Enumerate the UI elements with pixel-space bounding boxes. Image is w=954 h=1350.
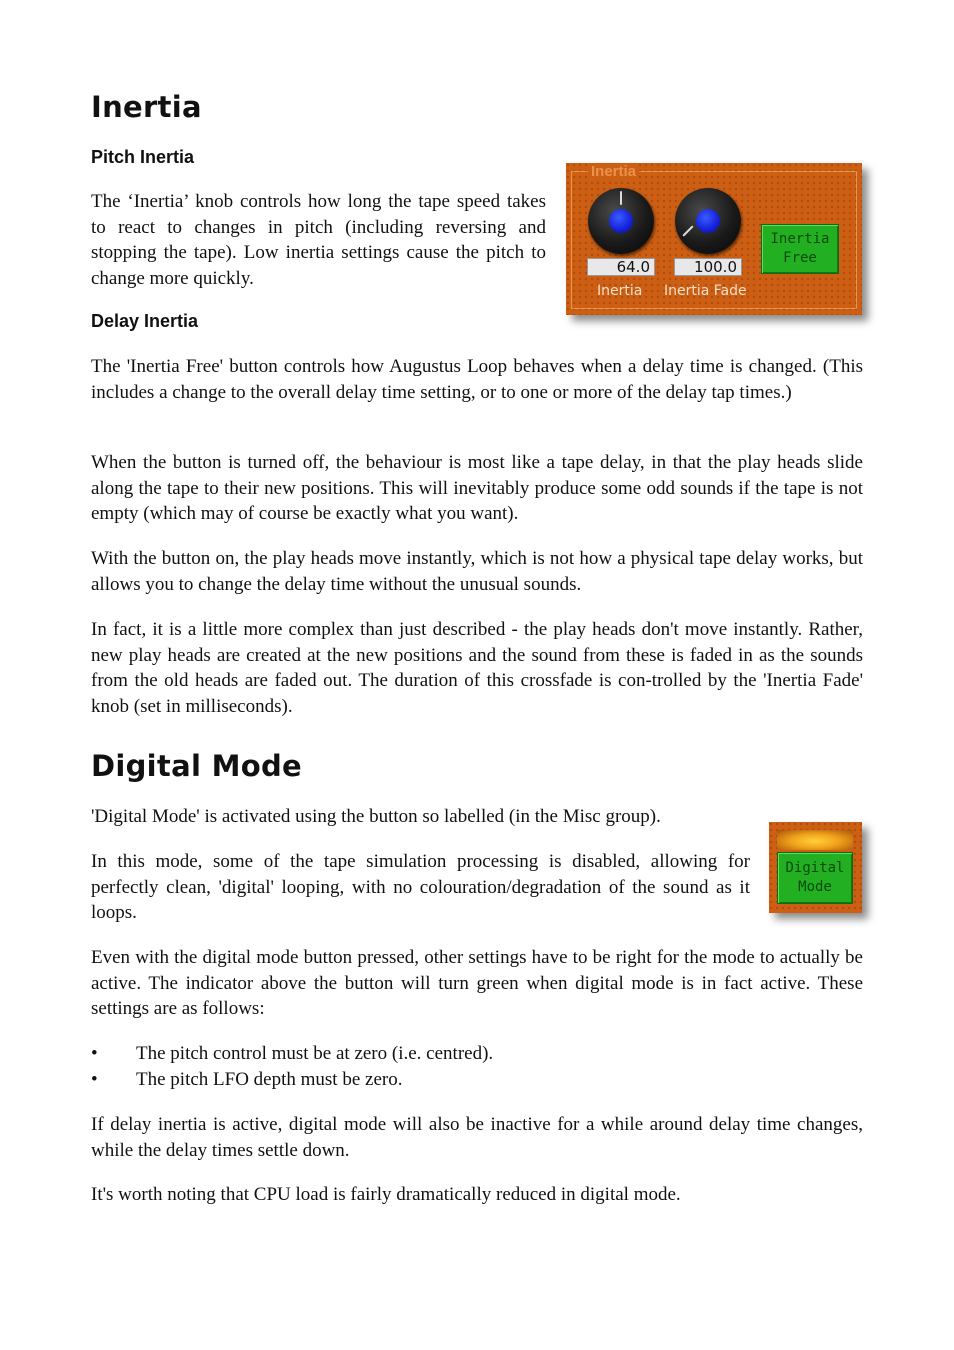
inertia-knob[interactable]	[588, 188, 654, 254]
digital-mode-button-line1: Digital	[785, 860, 845, 876]
digital-paragraph-1: 'Digital Mode' is activated using the button so labelled (in the Misc group).	[91, 806, 661, 827]
inertia-fade-knob-label: Inertia Fade	[664, 283, 747, 299]
inertia-value-field[interactable]: 64.0	[587, 258, 655, 276]
digital-mode-button[interactable]	[777, 852, 853, 904]
subheading-delay-inertia: Delay Inertia	[91, 311, 199, 331]
list-item-text: The pitch control must be at zero (i.e. centred).	[136, 1043, 494, 1064]
section-heading-digital-mode: Digital Mode	[91, 749, 302, 783]
delay-inertia-paragraph-4: In fact, it is a little more complex than just described - the play heads don't move instantly. Rather, new play heads are created at the new positions and the sound from these is faded in as the sounds from the old heads are faded out. The duration of this crossfade is con-trolled by the 'Inertia Fade' knob (set in milliseconds).	[91, 619, 863, 718]
section-heading-inertia: Inertia	[91, 90, 202, 124]
inertia-fade-value-field[interactable]: 100.0	[674, 258, 742, 276]
panel-title: Inertia	[588, 163, 639, 180]
digital-paragraph-2: In this mode, some of the tape simulation processing is disabled, allowing for perfectly clean, 'digital' looping, with no colouration/degradation of the sound as it loops.	[91, 851, 750, 924]
digital-mode-button-line2: Mode	[798, 879, 832, 895]
bullet-icon: •	[91, 1043, 98, 1064]
knob-pointer	[620, 191, 622, 205]
digital-mode-indicator	[777, 830, 853, 850]
knob-pointer	[682, 225, 693, 236]
list-item	[91, 1067, 863, 1093]
inertia-knob-label: Inertia	[597, 283, 643, 299]
delay-inertia-paragraph-2: When the button is turned off, the behaviour is most like a tape delay, in that the play heads slide along the tape to their new positions. This will inevitably produce some odd sounds if the tape is not empty (which may of course be exactly what you want).	[91, 452, 863, 525]
knob-cap	[609, 209, 633, 233]
bullet-icon: •	[91, 1068, 98, 1090]
delay-inertia-paragraph-1: The 'Inertia Free' button controls how Augustus Loop behaves when a delay time is changed. (This includes a change to the overall delay time setting, or to one or more of the delay tap times.)	[91, 356, 863, 403]
inertia-panel-image	[566, 163, 862, 315]
list-item	[91, 1041, 863, 1067]
inertia-free-button-line1: Inertia	[770, 231, 830, 247]
pitch-inertia-paragraph: The ‘Inertia’ knob controls how long the tape speed takes to react to changes in pitch (including reversing and stopping the tape). Low inertia settings cause the pitch to change more quickly.	[91, 191, 546, 290]
inertia-free-button-line2: Free	[783, 250, 817, 266]
subheading-pitch-inertia: Pitch Inertia	[91, 147, 195, 167]
inertia-fade-knob[interactable]	[675, 188, 741, 254]
knob-cap	[696, 209, 720, 233]
inertia-free-button[interactable]	[761, 224, 839, 274]
digital-paragraph-5: It's worth noting that CPU load is fairly dramatically reduced in digital mode.	[91, 1184, 681, 1205]
delay-inertia-paragraph-3: With the button on, the play heads move instantly, which is not how a physical tape delay works, but allows you to change the delay time without the unusual sounds.	[91, 548, 863, 595]
digital-paragraph-4: If delay inertia is active, digital mode will also be inactive for a while around delay time changes, while the delay times settle down.	[91, 1114, 863, 1161]
digital-requirements-list	[91, 1041, 863, 1092]
digital-paragraph-3: Even with the digital mode button pressed, other settings have to be right for the mode to actually be active. The indicator above the button will turn green when digital mode is in fact active. These settings are as follows:	[91, 947, 863, 1020]
digital-mode-panel-image	[769, 822, 862, 913]
list-item-text: The pitch LFO depth must be zero.	[136, 1068, 403, 1090]
